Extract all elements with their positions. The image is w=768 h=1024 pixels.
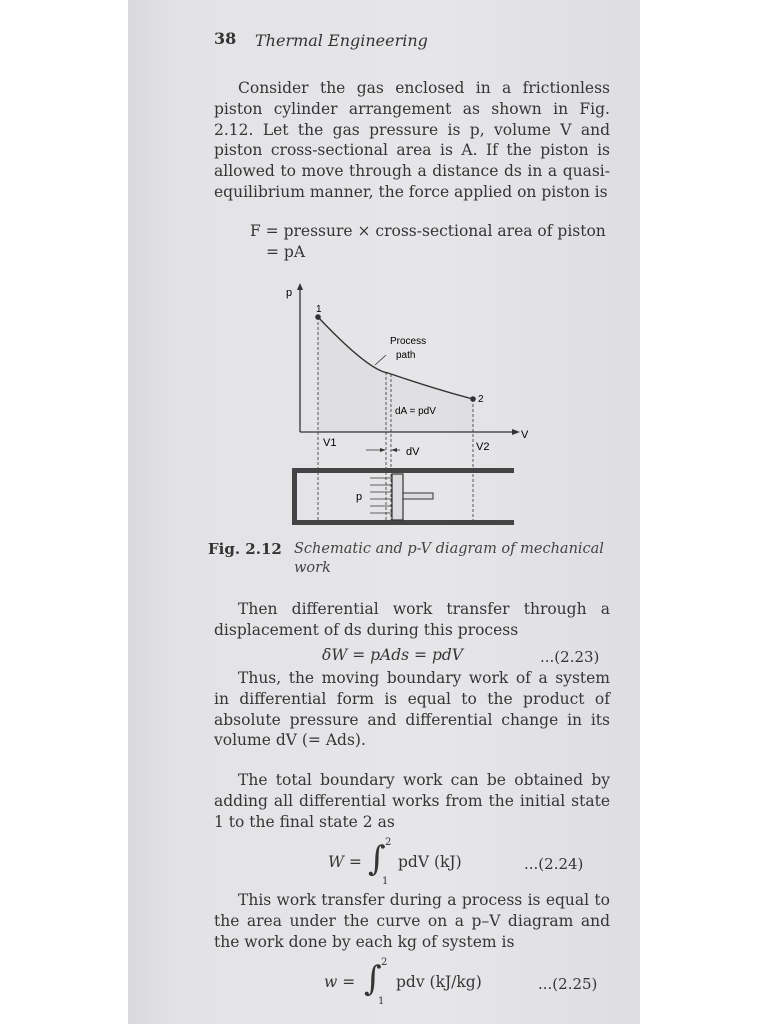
integral-sign-2-24: ∫ bbox=[368, 839, 386, 879]
pressure-arrows bbox=[370, 478, 392, 513]
state-1-label: 1 bbox=[316, 304, 322, 315]
equation-2-24-number: ...(2.24) bbox=[524, 855, 584, 873]
v-axis-label: V bbox=[521, 429, 528, 441]
integral-lower-limit-2-25: 1 bbox=[378, 996, 385, 1007]
v2-label: V2 bbox=[476, 441, 490, 453]
process-path-leader bbox=[375, 355, 386, 365]
integral-upper-limit-2-24: 2 bbox=[385, 837, 392, 848]
state-2-label: 2 bbox=[478, 394, 484, 405]
integral-lower-limit-2-24: 1 bbox=[382, 876, 389, 887]
v1-label: V1 bbox=[323, 437, 337, 449]
piston bbox=[392, 474, 403, 520]
equation-2-24-rhs: pdV (kJ) bbox=[398, 853, 462, 871]
equation-2-23-number: ...(2.23) bbox=[540, 648, 600, 666]
equation-2-25-number: ...(2.25) bbox=[538, 975, 598, 993]
process-path-label-line1: Process bbox=[390, 336, 427, 347]
integral-sign-2-25: ∫ bbox=[364, 959, 382, 999]
force-equation: F = pressure × cross-sectional area of piston bbox=[250, 222, 606, 240]
cylinder-end-wall bbox=[292, 468, 297, 525]
paragraph-boundary-work: Thus, the moving boundary work of a system in differential form is equal to the product of absolute pressure and differential change in its volume dV (= Ads). bbox=[214, 669, 610, 750]
dv-label: dV bbox=[406, 446, 420, 458]
integral-upper-limit-2-25: 2 bbox=[381, 957, 388, 968]
figure-caption-label: Fig. 2.12 bbox=[208, 540, 282, 558]
paragraph-total-work: The total boundary work can be obtained by adding all differential works from the initial state 1 to the final state 2 as bbox=[214, 771, 610, 831]
v-axis-arrowhead bbox=[512, 429, 520, 435]
pv-diagram-figure bbox=[278, 280, 528, 530]
paragraph-differential-work: Then differential work transfer through a displacement of ds during this process bbox=[214, 600, 610, 639]
equation-2-23: δW = pAds = pdV bbox=[322, 646, 463, 664]
p-axis-label: p bbox=[286, 287, 293, 299]
equation-2-25-rhs: pdv (kJ/kg) bbox=[396, 973, 482, 991]
page-number: 38 bbox=[214, 29, 237, 48]
piston-pressure-label: p bbox=[356, 491, 363, 503]
cylinder-top-wall bbox=[292, 468, 514, 473]
paragraph-intro: Consider the gas enclosed in a frictionless piston cylinder arrangement as shown in Fig. 2.12. Let the gas pressure is p, volume V and piston cross-sectional area is A. If the piston is allowed to move through a distance ds in a quasi-equilibrium manner, the force applied on piston is bbox=[214, 79, 610, 201]
process-path-label-line2: path bbox=[396, 350, 416, 361]
running-title: Thermal Engineering bbox=[255, 31, 428, 50]
equation-2-24-lhs: W = bbox=[328, 853, 362, 871]
piston-rod bbox=[403, 493, 433, 499]
cylinder-bottom-wall bbox=[292, 520, 514, 525]
figure-caption-text: Schematic and p-V diagram of mechanical work bbox=[294, 541, 604, 576]
force-equation-result: = pA bbox=[266, 243, 306, 261]
paragraph-area-under-curve: This work transfer during a process is equal to the area under the curve on a p–V diagram and the work done by each kg of system is bbox=[214, 891, 610, 951]
area-label: dA = pdV bbox=[395, 406, 436, 417]
book-page bbox=[128, 0, 640, 1024]
p-axis-arrowhead bbox=[297, 283, 303, 290]
equation-2-25-lhs: w = bbox=[324, 973, 356, 991]
